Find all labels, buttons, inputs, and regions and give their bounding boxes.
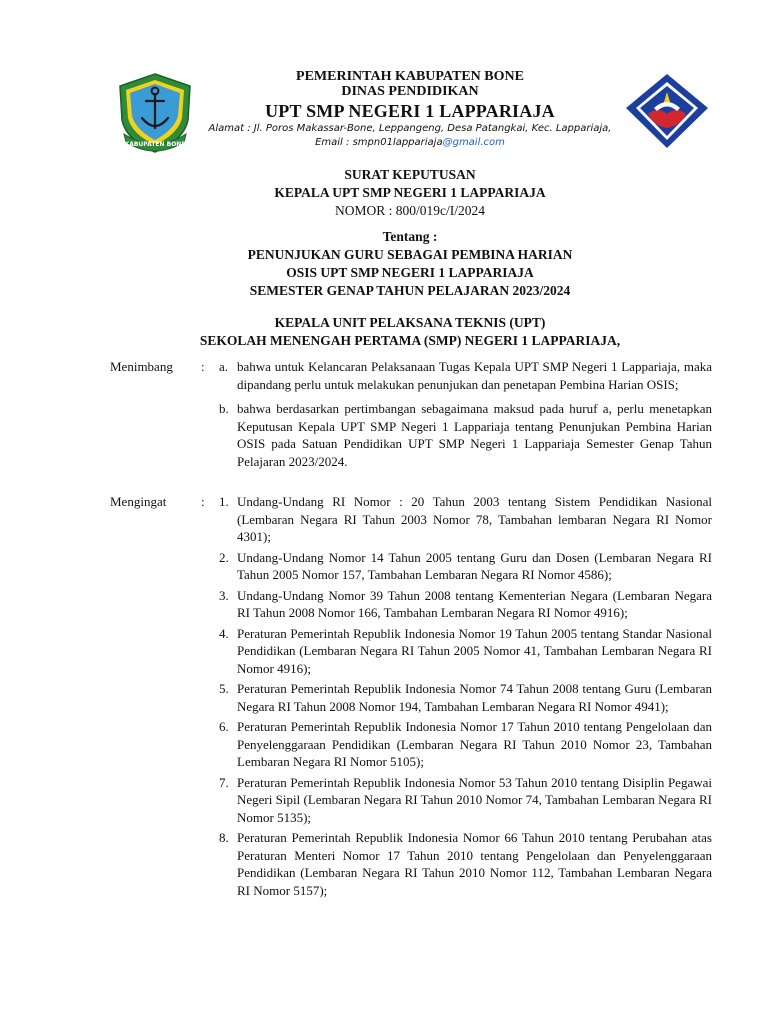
list-item xyxy=(0,680,768,715)
emblem-caption: KABUPATEN BONE xyxy=(124,141,186,148)
item-marker: 8. xyxy=(219,830,229,845)
item-text: Peraturan Pemerintah Republik Indonesia Nomor 53 Tahun 2010 tentang Disiplin Pegawai Negeri Sipil (Lembaran Negara RI Tahun 2010 Nomor 74, Tambahan Lembaran Negara RI Nomor 5135); xyxy=(237,774,712,825)
head-title-line-2: SEKOLAH MENENGAH PERTAMA (SMP) NEGERI 1 LAPPARIAJA, xyxy=(199,333,621,348)
government-name: PEMERINTAH KABUPATEN BONE xyxy=(296,69,524,84)
item-text: Peraturan Pemerintah Republik Indonesia Nomor 19 Tahun 2005 tentang Standar Nasional Pendidikan (Lembaran Negara RI Tahun 2005 Nomor 41, Tambahan Lembaran Negara RI Nomor 4916); xyxy=(237,625,712,676)
list-item xyxy=(0,829,768,899)
decree-number: NOMOR : 800/019c/I/2024 xyxy=(335,203,485,218)
item-text: bahwa untuk Kelancaran Pelaksanaan Tugas Kepala UPT SMP Negeri 1 Lappariaja, maka dipandang perlu untuk melakukan penunjukan dan penetapan Pembina Harian OSIS; xyxy=(237,359,712,392)
email-domain-link[interactable]: @gmail.com xyxy=(442,137,505,148)
section-label: Mengingat xyxy=(110,494,167,509)
item-text: bahwa berdasarkan pertimbangan sebagaimana maksud pada huruf a, perlu menetapkan Keputusan Kepala UPT SMP Negeri 1 Lappariaja tentang Penunjukan Pembina Harian OSIS pada Satuan Pendidikan UPT SMP Negeri 1 Lappariaja Semester Genap Tahun Pelajaran 2023/2024. xyxy=(237,401,712,469)
email-label: Email : smpn01lappariaja xyxy=(315,137,443,148)
letterhead-text xyxy=(200,69,620,150)
decree-title-block xyxy=(100,166,720,350)
item-marker: 1. xyxy=(219,494,229,509)
school-email xyxy=(200,136,620,150)
item-text: Undang-Undang Nomor 39 Tahun 2008 tentang Kementerian Negara (Lembaran Negara RI Tahun 2008 Nomor 166, Tambahan Lembaran Negara RI Nomor 4916); xyxy=(237,587,712,620)
list-item xyxy=(0,625,768,678)
section-label: Menimbang xyxy=(110,359,173,374)
mengingat-section xyxy=(0,493,768,899)
head-title-line-1: KEPALA UNIT PELAKSANA TEKNIS (UPT) xyxy=(274,315,546,330)
list-item xyxy=(0,400,768,470)
tut-wuri-handayani-logo-icon xyxy=(622,72,712,150)
about-label: Tentang : xyxy=(382,229,438,244)
kabupaten-bone-emblem-icon xyxy=(112,70,198,156)
subject-line-3: SEMESTER GENAP TAHUN PELAJARAN 2023/2024 xyxy=(249,283,571,298)
list-item xyxy=(0,587,768,622)
department-name: DINAS PENDIDIKAN xyxy=(341,84,479,99)
school-name: UPT SMP NEGERI 1 LAPPARIAJA xyxy=(265,101,555,121)
item-marker: b. xyxy=(219,401,229,416)
list-item xyxy=(0,774,768,827)
item-marker: 6. xyxy=(219,719,229,734)
list-item xyxy=(0,718,768,771)
issuer-title: KEPALA UPT SMP NEGERI 1 LAPPARIAJA xyxy=(274,185,546,200)
subject-line-1: PENUNJUKAN GURU SEBAGAI PEMBINA HARIAN xyxy=(247,247,573,262)
list-item xyxy=(0,358,768,393)
list-item xyxy=(0,493,768,546)
item-marker: 2. xyxy=(219,549,229,565)
section-colon: : xyxy=(201,494,205,509)
item-marker: a. xyxy=(219,359,229,374)
item-text: Peraturan Pemerintah Republik Indonesia Nomor 66 Tahun 2010 tentang Perubahan atas Peraturan Menteri Nomor 17 Tahun 2010 tentang Pengelolaan dan Penyelenggaraan Pendidikan (Lembaran Negara RI Tahun 2010 Nomor 112, Tambahan Lembaran Negara RI Nomor 5157); xyxy=(237,830,712,898)
item-marker: 7. xyxy=(219,774,229,790)
menimbang-section xyxy=(0,358,768,470)
item-marker: 4. xyxy=(219,625,229,641)
item-text: Peraturan Pemerintah Republik Indonesia Nomor 74 Tahun 2008 tentang Guru (Lembaran Negara RI Tahun 2008 Nomor 194, Tambahan Lembaran Negara RI Nomor 4941); xyxy=(237,681,712,714)
subject-line-2: OSIS UPT SMP NEGERI 1 LAPPARIAJA xyxy=(286,265,534,280)
section-colon: : xyxy=(201,359,205,374)
letterhead xyxy=(0,62,768,162)
item-text: Peraturan Pemerintah Republik Indonesia Nomor 17 Tahun 2010 tentang Pengelolaan dan Penyelenggaraan Pendidikan (Lembaran Negara RI Tahun 2010 Nomor 23, Tambahan Lembaran Negara RI Nomor 5105); xyxy=(237,719,712,769)
item-marker: 3. xyxy=(219,587,229,603)
item-text: Undang-Undang RI Nomor : 20 Tahun 2003 tentang Sistem Pendidikan Nasional (Lembaran Negara RI Tahun 2003 Nomor 78, Tambahan lembaran Negara RI Nomor 4301); xyxy=(237,494,712,544)
document-type: SURAT KEPUTUSAN xyxy=(344,167,476,182)
school-address: Alamat : Jl. Poros Makassar-Bone, Leppangeng, Desa Patangkai, Kec. Lappariaja, xyxy=(208,123,612,134)
item-marker: 5. xyxy=(219,681,229,696)
list-item xyxy=(0,549,768,584)
item-text: Undang-Undang Nomor 14 Tahun 2005 tentang Guru dan Dosen (Lembaran Negara RI Tahun 2005 Nomor 157, Tambahan Lembaran Negara RI Nomor 4586); xyxy=(237,549,712,582)
